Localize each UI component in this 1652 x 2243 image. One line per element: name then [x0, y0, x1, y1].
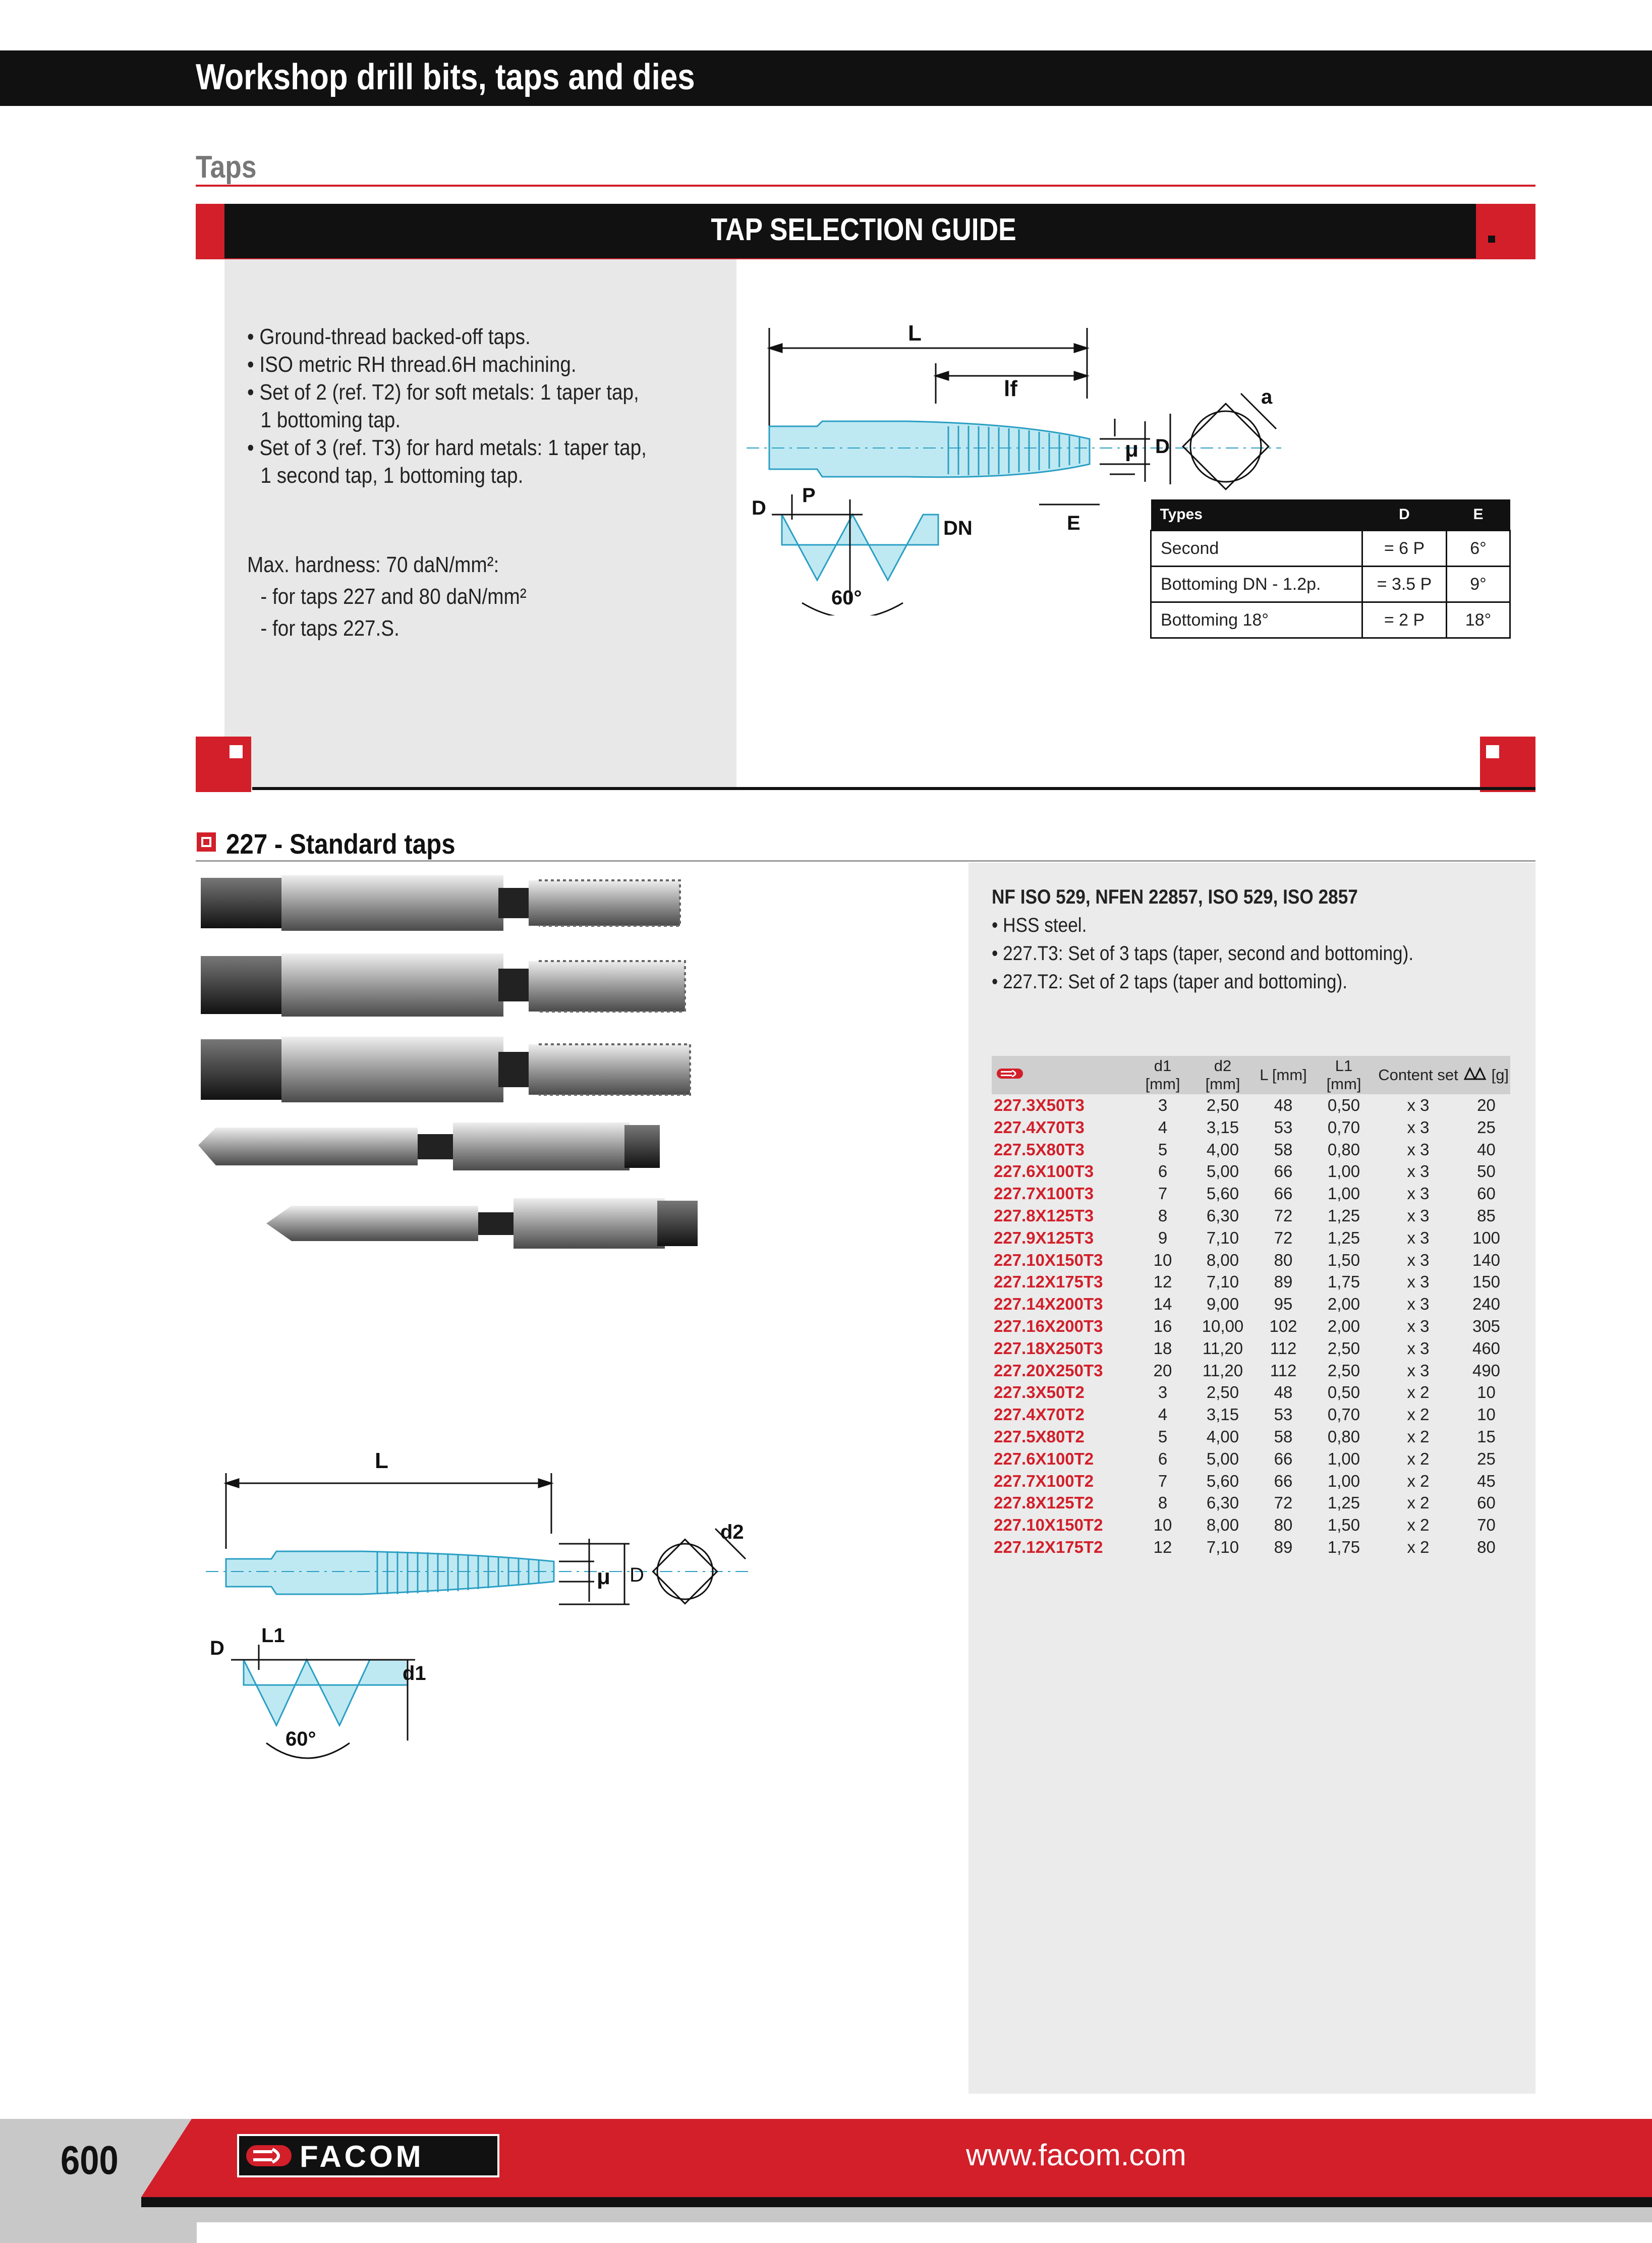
table-cell: 10: [1477, 1405, 1496, 1424]
table-cell: x 2: [1407, 1405, 1430, 1424]
table-cell: 0,70: [1327, 1405, 1360, 1424]
table-cell: 95: [1274, 1295, 1293, 1314]
product-reference: 227.10X150T3: [994, 1250, 1103, 1269]
table-cell: 8: [1158, 1206, 1168, 1225]
table-cell: 66: [1274, 1162, 1293, 1181]
table-cell: x 3: [1407, 1338, 1430, 1358]
dim-label-a: a: [1261, 386, 1273, 408]
table-cell: 1,50: [1327, 1516, 1360, 1535]
table-cell: 1,25: [1327, 1206, 1360, 1225]
table-cell: 0,70: [1327, 1117, 1360, 1137]
facom-logo-text: FACOM: [300, 2140, 424, 2173]
table-cell: 1,00: [1327, 1184, 1360, 1203]
table-cell: x 3: [1407, 1117, 1430, 1137]
table-row: [992, 1404, 1510, 1426]
table-cell: 7,10: [1206, 1272, 1239, 1292]
dim-label-p: P: [802, 484, 816, 507]
table-cell: 58: [1274, 1140, 1293, 1159]
table-cell: x 3: [1407, 1250, 1430, 1269]
table-cell: 6: [1158, 1449, 1168, 1468]
tap-photo: [266, 1198, 698, 1249]
product-reference: 227.7X100T2: [994, 1471, 1094, 1490]
dim-label-dn: DN: [943, 517, 973, 539]
table-cell: 112: [1270, 1338, 1297, 1358]
dim-label-d-thread: D: [210, 1637, 224, 1659]
table-cell: 7: [1158, 1471, 1168, 1490]
table-cell: 89: [1274, 1272, 1293, 1292]
table-cell: 2,50: [1206, 1383, 1239, 1402]
table-cell: 2,50: [1206, 1096, 1239, 1114]
table-cell: 0,80: [1327, 1427, 1360, 1446]
tap-photos: [196, 868, 766, 1413]
table-cell: 3: [1158, 1383, 1168, 1402]
table-cell: 305: [1472, 1316, 1501, 1335]
section-divider: [196, 185, 1535, 187]
facom-logo: [237, 2134, 499, 2177]
table-cell: 10: [1477, 1383, 1496, 1402]
table-cell: 2,00: [1327, 1295, 1360, 1314]
table-cell: 58: [1274, 1427, 1293, 1446]
table-cell: 5,00: [1206, 1162, 1239, 1181]
table-row: [992, 1094, 1510, 1116]
table-cell: 1,00: [1327, 1471, 1360, 1490]
table-row: [992, 1227, 1510, 1249]
product-reference: 227.4X70T3: [994, 1117, 1085, 1137]
guide-bullet: 1 second tap, 1 bottoming tap.: [260, 463, 524, 488]
table-cell: 1,00: [1327, 1162, 1360, 1181]
table-cell: 48: [1274, 1096, 1293, 1114]
table-cell: 140: [1472, 1250, 1501, 1269]
table-cell: 490: [1472, 1361, 1501, 1380]
guide-bullets: [247, 323, 701, 489]
table-cell: 10: [1153, 1250, 1172, 1269]
table-row: [992, 1448, 1510, 1470]
table-cell: x 3: [1407, 1096, 1430, 1114]
table-cell: 66: [1274, 1471, 1293, 1490]
dim-label-d2: d2: [720, 1521, 744, 1543]
table-cell: x 2: [1407, 1449, 1430, 1468]
product-reference: 227.3X50T3: [994, 1096, 1085, 1114]
table-row: [992, 1360, 1510, 1382]
tap-types-table: [1150, 499, 1511, 639]
product-table: [992, 1056, 1510, 1558]
product-reference: 227.18X250T3: [994, 1338, 1103, 1358]
tap-photo: [201, 875, 680, 931]
table-cell: 11,20: [1202, 1338, 1243, 1358]
product-reference: 227.4X70T2: [994, 1405, 1085, 1424]
dim-label-e: E: [1067, 512, 1080, 534]
table-cell: 3: [1158, 1096, 1168, 1114]
dim-label-L: L: [908, 321, 922, 346]
types-cell: 6°: [1447, 531, 1510, 567]
table-row: [992, 1470, 1510, 1492]
table-cell: 4: [1158, 1117, 1168, 1137]
table-row: [992, 1293, 1510, 1315]
dim-label-mu: μ: [1125, 437, 1138, 462]
product-reference: 227.9X125T3: [994, 1228, 1094, 1247]
types-cell: = 6 P: [1362, 531, 1447, 567]
table-cell: x 3: [1407, 1272, 1430, 1292]
guide-bottom-line: [252, 787, 1535, 790]
product-reference: 227.8X125T3: [994, 1206, 1094, 1225]
product-reference: 227.8X125T2: [994, 1493, 1094, 1512]
product-reference: 227.12X175T2: [994, 1537, 1103, 1556]
types-cell: 9°: [1447, 567, 1510, 602]
table-cell: 8,00: [1206, 1250, 1239, 1269]
product-bullet: • 227.T2: Set of 2 taps (taper and bottoming).: [992, 971, 1348, 993]
table-cell: 2,50: [1327, 1338, 1360, 1358]
types-header: Types: [1151, 499, 1362, 531]
table-row: [992, 1139, 1510, 1161]
table-cell: 9,00: [1206, 1295, 1239, 1314]
table-cell: 18: [1153, 1338, 1172, 1358]
table-row: [992, 1337, 1510, 1360]
col-header: Content set: [1374, 1056, 1462, 1094]
table-cell: x 2: [1407, 1427, 1430, 1446]
table-cell: 10,00: [1202, 1316, 1244, 1335]
table-cell: 2,00: [1327, 1316, 1360, 1335]
reference-header: [992, 1056, 1133, 1094]
corner-square-icon: [1486, 745, 1499, 758]
dim-label-d: D: [1155, 435, 1170, 458]
table-row: [1151, 567, 1510, 602]
hardness-line: Max. hardness: 70 daN/mm²:: [247, 552, 499, 577]
page-number: 600: [61, 2138, 119, 2182]
table-cell: x 3: [1407, 1184, 1430, 1203]
corner-square-icon: [230, 745, 243, 758]
table-cell: 7: [1158, 1184, 1168, 1203]
col-header: d1: [1154, 1057, 1172, 1075]
table-row: [992, 1514, 1510, 1536]
table-cell: 66: [1274, 1449, 1293, 1468]
table-cell: 20: [1153, 1361, 1172, 1380]
footer-grey-stripe: [136, 2207, 1652, 2222]
dim-label-L: L: [375, 1448, 388, 1473]
table-cell: 5,00: [1206, 1449, 1239, 1468]
weight-header: [1462, 1056, 1510, 1094]
product-reference: 227.16X200T3: [994, 1316, 1103, 1335]
table-cell: 80: [1274, 1250, 1293, 1269]
product-reference: 227.3X50T2: [994, 1383, 1085, 1402]
table-cell: 80: [1274, 1516, 1293, 1535]
col-header: [g]: [1491, 1066, 1509, 1084]
table-cell: 85: [1477, 1206, 1496, 1225]
guide-corner-red: [196, 737, 251, 792]
table-cell: 150: [1472, 1272, 1501, 1292]
table-cell: 5: [1158, 1140, 1168, 1159]
product-reference: 227.14X200T3: [994, 1295, 1103, 1314]
dim-label-lf: lf: [1004, 376, 1017, 401]
table-cell: 112: [1270, 1361, 1297, 1380]
table-cell: 0,50: [1327, 1096, 1360, 1114]
table-cell: 1,25: [1327, 1493, 1360, 1512]
table-cell: 100: [1472, 1228, 1501, 1247]
table-cell: x 3: [1407, 1228, 1430, 1247]
col-header: d2: [1214, 1057, 1232, 1075]
table-cell: 12: [1153, 1537, 1172, 1556]
table-cell: x 2: [1407, 1537, 1430, 1556]
table-cell: x 3: [1407, 1206, 1430, 1225]
table-cell: 80: [1477, 1537, 1496, 1556]
table-cell: 4,00: [1206, 1427, 1239, 1446]
table-cell: 60: [1477, 1493, 1496, 1512]
table-cell: 7,10: [1206, 1228, 1239, 1247]
table-cell: 48: [1274, 1383, 1293, 1402]
guide-bullet: • ISO metric RH thread.6H machining.: [247, 352, 577, 377]
page-title: Workshop drill bits, taps and dies: [196, 57, 695, 97]
guide-bullet: • Set of 2 (ref. T2) for soft metals: 1 taper tap,: [247, 380, 639, 405]
table-cell: 5,60: [1206, 1471, 1239, 1490]
table-cell: 25: [1477, 1117, 1496, 1137]
table-cell: x 3: [1407, 1162, 1430, 1181]
table-row: [992, 1492, 1510, 1514]
table-cell: 5: [1158, 1427, 1168, 1446]
types-cell: 18°: [1447, 602, 1510, 638]
table-row: [992, 1249, 1510, 1271]
dim-label-angle: 60°: [286, 1728, 316, 1750]
table-cell: 240: [1472, 1295, 1501, 1314]
types-cell: Second: [1151, 531, 1362, 567]
standard-tap-diagram: [196, 1443, 776, 1761]
section-title: Taps: [196, 150, 257, 185]
table-cell: 1,75: [1327, 1272, 1360, 1292]
product-description: [992, 883, 1471, 996]
guide-bullet: 1 bottoming tap.: [260, 408, 401, 432]
table-row: [992, 1183, 1510, 1205]
table-cell: 50: [1477, 1162, 1496, 1181]
product-reference: 227.6X100T2: [994, 1449, 1094, 1468]
table-cell: x 2: [1407, 1493, 1430, 1512]
types-cell: Bottoming DN - 1.2p.: [1151, 567, 1362, 602]
table-cell: 5,60: [1206, 1184, 1239, 1203]
table-cell: 2,50: [1327, 1361, 1360, 1380]
table-cell: 460: [1472, 1338, 1501, 1358]
facom-reference-icon: [997, 1067, 1023, 1080]
standards-line: NF ISO 529, NFEN 22857, ISO 529, ISO 2857: [992, 886, 1358, 908]
table-row: [992, 1205, 1510, 1227]
table-row: [992, 1381, 1510, 1404]
table-cell: 7,10: [1206, 1537, 1239, 1556]
table-cell: 6,30: [1206, 1493, 1239, 1512]
table-cell: 4: [1158, 1405, 1168, 1424]
table-cell: 66: [1274, 1184, 1293, 1203]
table-cell: 72: [1274, 1493, 1293, 1512]
table-row: [992, 1426, 1510, 1448]
table-cell: 6: [1158, 1162, 1168, 1181]
table-row: [992, 1315, 1510, 1337]
product-divider: [196, 860, 1535, 862]
table-cell: 0,50: [1327, 1383, 1360, 1402]
dim-label-angle: 60°: [831, 587, 862, 609]
weight-icon: [1464, 1067, 1487, 1080]
guide-title: TAP SELECTION GUIDE: [711, 212, 1016, 247]
types-cell: Bottoming 18°: [1151, 602, 1362, 638]
table-cell: 53: [1274, 1405, 1293, 1424]
table-row: [1151, 602, 1510, 638]
table-cell: x 3: [1407, 1361, 1430, 1380]
dim-label-l1: L1: [261, 1624, 285, 1647]
table-cell: 72: [1274, 1206, 1293, 1225]
table-cell: 0,80: [1327, 1140, 1360, 1159]
table-cell: 1,75: [1327, 1537, 1360, 1556]
product-reference: 227.20X250T3: [994, 1361, 1103, 1380]
col-unit: [mm]: [1205, 1075, 1240, 1093]
table-cell: 72: [1274, 1228, 1293, 1247]
table-cell: x 2: [1407, 1471, 1430, 1490]
table-cell: 11,20: [1202, 1361, 1243, 1380]
product-reference: 227.6X100T3: [994, 1162, 1094, 1181]
facom-logo-icon: [246, 2144, 292, 2167]
table-cell: 8,00: [1206, 1516, 1239, 1535]
col-header: L1: [1335, 1057, 1353, 1075]
table-cell: 14: [1153, 1295, 1172, 1314]
col-unit: [mm]: [1145, 1075, 1180, 1093]
table-cell: 12: [1153, 1272, 1172, 1292]
hardness-line: - for taps 227.S.: [260, 616, 400, 641]
footer-url[interactable]: www.facom.com: [966, 2138, 1186, 2172]
table-cell: 3,15: [1206, 1405, 1239, 1424]
hardness-line: - for taps 227 and 80 daN/mm²: [260, 584, 527, 609]
table-cell: 1,25: [1327, 1228, 1360, 1247]
tap-photo: [201, 1037, 690, 1102]
guide-bullet: • Ground-thread backed-off taps.: [247, 324, 531, 349]
table-cell: 89: [1274, 1537, 1293, 1556]
product-reference: 227.7X100T3: [994, 1184, 1094, 1203]
table-cell: x 3: [1407, 1140, 1430, 1159]
tap-photo: [201, 954, 685, 1017]
product-reference: 227.12X175T3: [994, 1272, 1103, 1292]
table-cell: 25: [1477, 1449, 1496, 1468]
table-row: [1151, 531, 1510, 567]
table-row: [992, 1271, 1510, 1293]
table-cell: 9: [1158, 1228, 1168, 1247]
table-cell: x 2: [1407, 1383, 1430, 1402]
table-cell: 40: [1477, 1140, 1496, 1159]
table-cell: 15: [1477, 1427, 1496, 1446]
table-cell: 1,00: [1327, 1449, 1360, 1468]
table-cell: 16: [1153, 1316, 1172, 1335]
guide-bullet: • Set of 3 (ref. T3) for hard metals: 1 taper tap,: [247, 435, 647, 460]
dim-label-mu: μ: [597, 1564, 610, 1589]
col-unit: [mm]: [1326, 1075, 1361, 1093]
types-header: E: [1447, 499, 1510, 531]
types-cell: = 3.5 P: [1362, 567, 1447, 602]
table-cell: 20: [1477, 1096, 1496, 1114]
product-reference: 227.5X80T2: [994, 1427, 1085, 1446]
product-title: 227 - Standard taps: [226, 828, 455, 860]
dim-label-d-thread: D: [752, 497, 766, 519]
types-header: D: [1362, 499, 1447, 531]
table-cell: 10: [1153, 1516, 1172, 1535]
footer-black-stripe: [141, 2197, 1652, 2207]
table-cell: 53: [1274, 1117, 1293, 1137]
dim-label-d: D: [630, 1564, 644, 1586]
product-reference: 227.10X150T2: [994, 1516, 1103, 1535]
table-cell: 102: [1269, 1316, 1297, 1335]
table-cell: x 2: [1407, 1516, 1430, 1535]
table-row: [992, 1116, 1510, 1139]
types-cell: = 2 P: [1362, 602, 1447, 638]
tap-photo: [198, 1123, 660, 1170]
product-bullet: • HSS steel.: [992, 914, 1087, 936]
table-cell: 45: [1477, 1471, 1496, 1490]
table-cell: x 3: [1407, 1316, 1430, 1335]
product-reference: 227.5X80T3: [994, 1140, 1085, 1159]
table-row: [992, 1536, 1510, 1558]
col-header: L [mm]: [1253, 1056, 1314, 1094]
table-cell: x 3: [1407, 1295, 1430, 1314]
table-cell: 60: [1477, 1184, 1496, 1203]
table-cell: 4,00: [1206, 1140, 1239, 1159]
product-bullet: • 227.T3: Set of 3 taps (taper, second and bottoming).: [992, 942, 1414, 965]
hardness-note: [247, 549, 564, 644]
table-row: [992, 1160, 1510, 1183]
table-cell: 3,15: [1206, 1117, 1239, 1137]
table-cell: 8: [1158, 1493, 1168, 1512]
square-bullet-icon: [197, 832, 216, 852]
table-cell: 70: [1477, 1516, 1496, 1535]
dim-label-d1: d1: [403, 1662, 426, 1685]
table-cell: 1,50: [1327, 1250, 1360, 1269]
table-cell: 6,30: [1206, 1206, 1239, 1225]
